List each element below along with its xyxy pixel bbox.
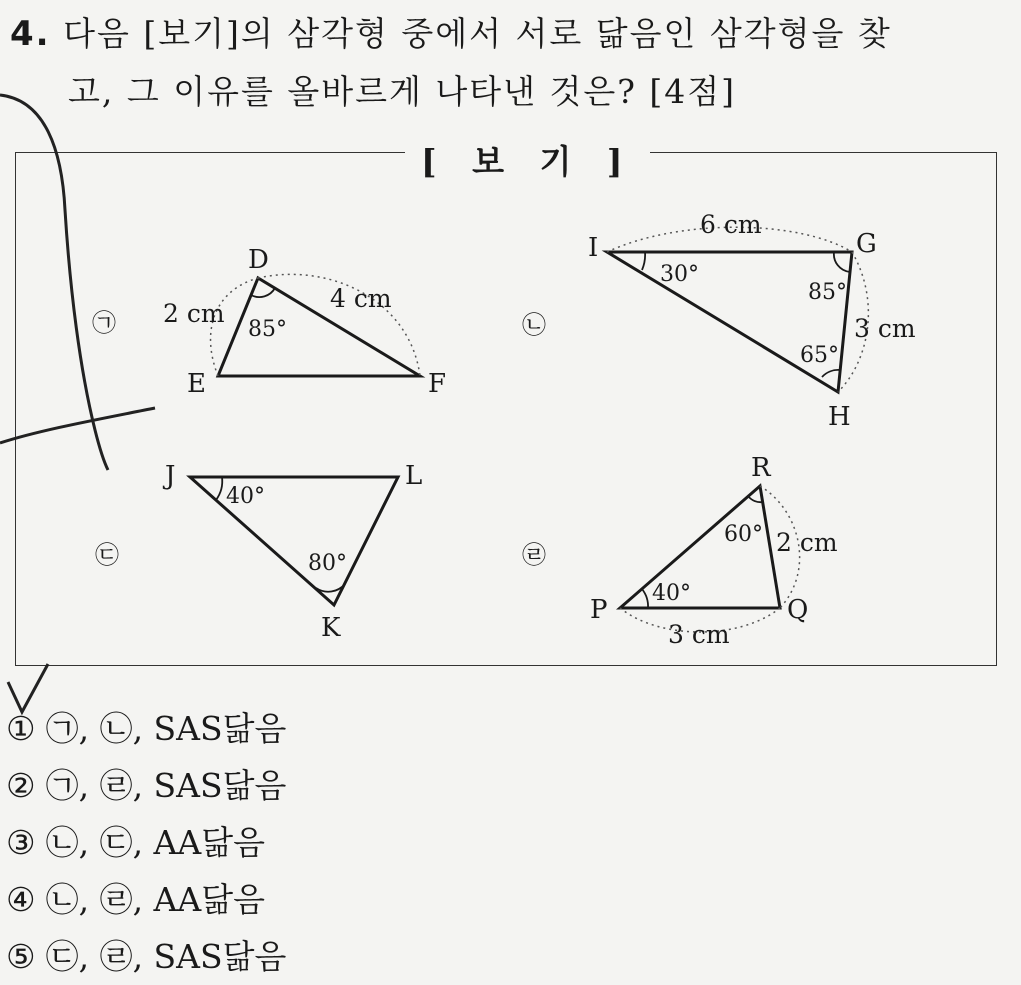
question-number: 4. — [10, 14, 51, 54]
angle-mark-i — [642, 252, 645, 270]
triangle-def — [92, 245, 446, 399]
length-rq: 2 cm — [776, 528, 838, 557]
angle-k: 80° — [308, 551, 347, 576]
length-pq: 3 cm — [668, 620, 730, 649]
choice-text: ㉡, ㉣, AA닮음 — [45, 880, 265, 919]
choice-text: ㉢, ㉣, SAS닮음 — [45, 937, 287, 976]
vertex-l: L — [405, 461, 423, 491]
handwritten-stroke — [0, 95, 108, 470]
vertex-r: R — [751, 453, 771, 483]
length-gh: 3 cm — [854, 314, 916, 343]
handwritten-stroke — [0, 408, 155, 443]
choice-2[interactable] — [6, 757, 286, 814]
marker-giyeok: ㉠ — [92, 309, 116, 337]
choice-1[interactable] — [6, 700, 286, 757]
choice-number: ① — [6, 709, 36, 748]
angle-mark-p — [642, 589, 648, 608]
angle-i: 30° — [660, 262, 699, 287]
angle-mark-j — [216, 477, 222, 500]
length-df: 4 cm — [330, 284, 392, 313]
angle-r: 60° — [724, 522, 763, 547]
marker-nieun: ㉡ — [522, 311, 546, 339]
triangle-jlk-shape — [190, 477, 398, 605]
choice-4[interactable] — [6, 871, 286, 928]
triangle-igh — [522, 210, 916, 432]
marker-digeut: ㉢ — [95, 541, 119, 569]
example-box-title: [ 보 기 ] — [405, 136, 650, 183]
angle-j: 40° — [226, 484, 265, 509]
choice-5[interactable] — [6, 928, 286, 985]
angle-h: 65° — [800, 343, 839, 368]
question-line-2: 고, 그 이유를 올바르게 나타낸 것은? [4점] — [68, 72, 737, 111]
angle-mark-g — [834, 252, 850, 272]
triangle-rpq — [522, 453, 838, 649]
vertex-i: I — [588, 233, 599, 263]
choice-number: ⑤ — [6, 937, 36, 976]
vertex-g: G — [856, 229, 877, 259]
length-ig: 6 cm — [700, 210, 762, 239]
vertex-p: P — [590, 595, 608, 625]
triangle-jlk — [95, 461, 422, 643]
choice-number: ② — [6, 766, 36, 805]
choice-text: ㉠, ㉣, SAS닮음 — [45, 766, 287, 805]
choice-number: ④ — [6, 880, 36, 919]
choice-3[interactable] — [6, 814, 286, 871]
angle-d: 85° — [248, 317, 287, 342]
vertex-h: H — [828, 402, 851, 432]
vertex-e: E — [187, 369, 206, 399]
marker-rieul: ㉣ — [522, 541, 546, 569]
choice-text: ㉠, ㉡, SAS닮음 — [45, 709, 287, 748]
vertex-f: F — [428, 369, 447, 399]
choice-text: ㉡, ㉢, AA닮음 — [45, 823, 265, 862]
vertex-d: D — [248, 245, 269, 275]
question-text-1: 다음 [보기]의 삼각형 중에서 서로 닮음인 삼각형을 찾 — [63, 14, 892, 53]
angle-mark-h — [822, 370, 840, 377]
vertex-j: J — [165, 461, 176, 491]
triangle-rpq-shape — [620, 486, 780, 608]
angle-p: 40° — [652, 581, 691, 606]
choice-number: ③ — [6, 823, 36, 862]
triangle-igh-shape — [607, 252, 852, 392]
angle-g: 85° — [808, 280, 847, 305]
vertex-k: K — [321, 613, 341, 643]
answer-choices — [6, 700, 286, 985]
vertex-q: Q — [787, 595, 809, 625]
length-de: 2 cm — [163, 299, 225, 328]
